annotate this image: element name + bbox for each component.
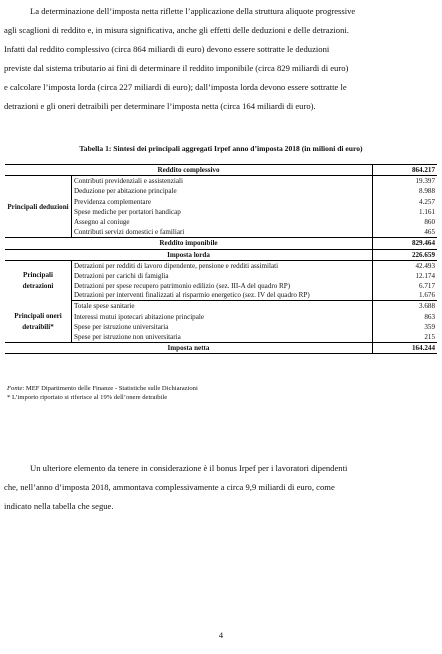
row-label: Deduzione per abitazione principale [74, 187, 177, 196]
closing-line: indicato nella tabella che segue. [4, 501, 114, 511]
group-label-deduzioni: Principali deduzioni [5, 176, 72, 238]
row-label: Spese per istruzione non universitaria [74, 333, 181, 342]
row-value: 4.257 [373, 197, 438, 207]
row-value: 164.244 [373, 343, 438, 354]
closing-line: che, nell’anno d’imposta 2018, ammontava complessivamente a circa 9,9 miliardi di euro, come [4, 482, 335, 492]
group-label-oneri: Principali oneri detraibili* [5, 301, 72, 343]
row-label: Detrazioni per interventi finalizzati al risparmio energetico (sez. IV del quadro RP) [72, 291, 373, 301]
summary-row-reddito-complessivo [5, 165, 437, 176]
row-label: Detrazioni per carichi di famiglia [74, 272, 169, 281]
table-title: Tabella 1: Sintesi dei principali aggregati Irpef anno d’imposta 2018 (in milioni di euro) [79, 144, 363, 153]
row-value: 3.688 [373, 301, 438, 312]
row-label: Detrazioni per redditi di lavoro dipendente, pensione e redditi assimilati [74, 261, 279, 270]
row-value: 1.676 [373, 291, 438, 301]
row-value: 8.988 [373, 186, 438, 196]
row-label: Contributi previdenziali e assistenziali [74, 177, 183, 186]
closing-paragraph [4, 459, 438, 516]
row-value: 12.174 [373, 271, 438, 281]
intro-line: agli scaglioni di reddito e, in misura significativa, anche gli effetti delle deduzioni e delle detrazioni. [4, 25, 349, 35]
source-prefix: Fonte [7, 385, 23, 392]
row-label: Contributi servizi domestici e familiari [74, 228, 185, 237]
row-value: 42.493 [373, 260, 438, 271]
row-label: Totale spese sanitarie [74, 302, 135, 311]
row-label: Reddito complessivo [5, 165, 373, 176]
summary-row-imposta-lorda [5, 249, 437, 260]
row-label: Detrazioni per spese recupero patrimonio edilizio (sez. III-A del quadro RP) [74, 282, 291, 291]
intro-line: previste dal sistema tributario ai fini di determinare il reddito imponibile (circa 829 miliardi di euro) [4, 63, 349, 73]
row-label: Imposta lorda [5, 249, 373, 260]
table-row [5, 301, 437, 312]
intro-line: La determinazione dell’imposta netta riflette l’applicazione della struttura aliquote progressive [30, 6, 356, 16]
table-footnote: * L’importo riportato si riferisce al 19% dell’onere detraibile [7, 394, 168, 401]
row-label: Interessi mutui ipotecari abitazione principale [74, 312, 205, 321]
table-source [7, 385, 198, 394]
row-value: 215 [373, 332, 438, 343]
page-number: 4 [218, 631, 224, 640]
row-value: 359 [373, 322, 438, 332]
summary-row-reddito-imponibile [5, 238, 437, 249]
row-label: Previdenza complementare [74, 197, 152, 206]
row-value: 864.217 [373, 165, 438, 176]
source-text: : MEF Dipartimento delle Finanze - Statistiche sulle Dichiarazioni [22, 385, 198, 392]
table-row [5, 176, 437, 187]
intro-line: e calcolare l’imposta lorda (circa 227 miliardi di euro); dall’imposta lorda devono essere sottratte le [4, 82, 347, 92]
summary-row-imposta-netta [5, 343, 437, 354]
group-label-detrazioni: Principali detrazioni [5, 260, 72, 301]
row-label: Imposta netta [5, 343, 373, 354]
row-value: 19.397 [373, 176, 438, 187]
row-value: 465 [373, 227, 438, 238]
irpef-summary-table [5, 164, 437, 354]
row-label: Assegno al coniuge [74, 218, 130, 227]
row-label: Spese per istruzione universitaria [74, 322, 169, 331]
row-value: 226.659 [373, 249, 438, 260]
row-label: Spese mediche per portatori handicap [74, 207, 181, 216]
row-value: 863 [373, 312, 438, 322]
table-row [5, 260, 437, 271]
closing-line: Un ulteriore elemento da tenere in considerazione è il bonus Irpef per i lavoratori dipendenti [30, 463, 348, 473]
intro-paragraph [4, 2, 438, 116]
row-value: 829.464 [373, 238, 438, 249]
row-value: 6.717 [373, 281, 438, 291]
row-value: 860 [373, 217, 438, 227]
row-label: Reddito imponibile [5, 238, 373, 249]
intro-line: Infatti dal reddito complessivo (circa 864 miliardi di euro) devono essere sottratte le deduzioni [4, 44, 330, 54]
intro-line: detrazioni e gli oneri detraibili per determinare l’imposta netta (circa 164 miliardi di euro). [4, 101, 316, 111]
row-value: 1.161 [373, 207, 438, 217]
